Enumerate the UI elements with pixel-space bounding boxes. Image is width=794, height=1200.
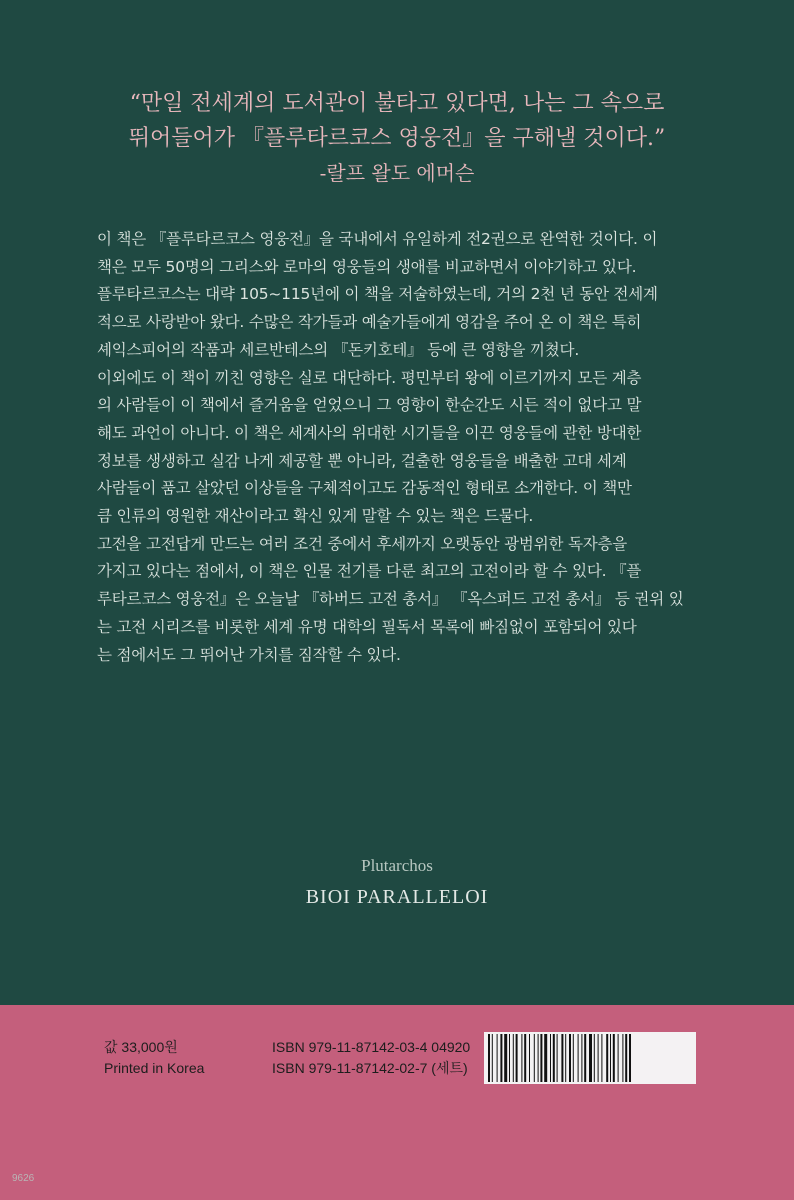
barcode-bar xyxy=(500,1034,502,1082)
barcode-bar xyxy=(534,1034,535,1082)
barcode-bar xyxy=(573,1034,574,1082)
barcode-bar xyxy=(594,1034,595,1082)
quote-author: -랄프 왈도 에머슨 xyxy=(319,161,475,185)
description-paragraph-3: 고전을 고전답게 만드는 여러 조건 중에서 후세까지 오랫동안 광범위한 독자층을 가지고 있다는 점에서, 이 책은 인물 전기를 다룬 최고의 고전이라 할 수 있다. 『플 루타르코스 영웅전』은 오늘날 『하버드 고전 총서』 『옥스퍼드 고전 총서』 등 권위 있 는 고전 시리즈를 비롯한 세계 유명 대학의 필독서 목록에 빠짐없이 포함되어 있다 는 점에서도 그 뛰어난 가치를 짐작할 수 있다. xyxy=(97,534,684,664)
quote-line-1: “만일 전세계의 도서관이 불타고 있다면, 나는 그 속으로 xyxy=(129,91,665,116)
price-label: 값 33,000원 xyxy=(104,1039,178,1055)
barcode-bar xyxy=(598,1034,599,1082)
description-paragraph-1: 이 책은 『플루타르코스 영웅전』을 국내에서 유일하게 전2권으로 완역한 것이다. 이 책은 모두 50명의 그리스와 로마의 영웅들의 생애를 비교하면서 이야기하고 있다. 플루타르코스는 대략 105~115년에 이 책을 저술하였는데, 거의 2천 년 동안 전세계 적으로 사랑받아 왔다. 수많은 작가들과 예술가들에게 영감을 주어 온 이 책은 특히 셰익스피어의 작품과 세르반테스의 『돈키호테』 등에 큰 영향을 끼쳤다. xyxy=(97,230,658,359)
barcode-bar xyxy=(565,1034,566,1082)
barcode-bars xyxy=(484,1032,696,1084)
latin-book-title: BIOI PARALLELOI xyxy=(305,886,489,908)
barcode-bar xyxy=(504,1034,507,1082)
epigraph-quote xyxy=(0,86,794,191)
latin-author-name: Plutarchos xyxy=(361,856,433,875)
barcode-bar xyxy=(529,1034,530,1082)
corner-mark: 9626 xyxy=(12,1173,35,1184)
barcode-bar xyxy=(509,1034,510,1082)
barcode-bar xyxy=(550,1034,551,1082)
barcode xyxy=(484,1032,696,1084)
isbn-block xyxy=(272,1037,470,1079)
barcode-bar xyxy=(540,1034,542,1082)
barcode-bar xyxy=(521,1034,522,1082)
barcode-bar xyxy=(569,1034,571,1082)
barcode-bar xyxy=(622,1034,623,1082)
barcode-bar xyxy=(492,1034,493,1082)
barcode-bar xyxy=(618,1034,619,1082)
barcode-bar xyxy=(524,1034,526,1082)
barcode-bar xyxy=(581,1034,582,1082)
isbn-set: ISBN 979-11-87142-02-7 (세트) xyxy=(272,1060,468,1076)
barcode-bar xyxy=(601,1034,602,1082)
barcode-bar xyxy=(610,1034,611,1082)
description-paragraph-2: 이외에도 이 책이 끼친 영향은 실로 대단하다. 평민부터 왕에 이르기까지 모든 계층 의 사람들이 이 책에서 즐거움을 얻었으니 그 영향이 한순간도 시든 적이 없다고 말 해도 과언이 아니다. 이 책은 세계사의 위대한 시기들을 이끈 영웅들에 관한 방대한 정보를 생생하고 실감 나게 제공할 뿐 아니라, 걸출한 영웅들을 배출한 고대 세계 사람들이 품고 살았던 이상들을 구체적이고도 감동적인 형태로 소개한다. 이 책만 큼 인류의 영원한 재산이라고 확신 있게 말할 수 있는 책은 드물다. xyxy=(97,368,642,526)
barcode-bar xyxy=(578,1034,579,1082)
barcode-bar xyxy=(497,1034,498,1082)
book-description xyxy=(97,226,697,669)
barcode-bar xyxy=(513,1034,514,1082)
barcode-bar xyxy=(561,1034,563,1082)
printed-in-label: Printed in Korea xyxy=(104,1060,205,1076)
barcode-bar xyxy=(516,1034,518,1082)
barcode-bar xyxy=(613,1034,615,1082)
price-block xyxy=(104,1037,204,1079)
barcode-bar xyxy=(557,1034,558,1082)
barcode-bar xyxy=(584,1034,586,1082)
barcode-bar xyxy=(606,1034,608,1082)
barcode-bar xyxy=(625,1034,627,1082)
barcode-bar xyxy=(589,1034,592,1082)
isbn-volume: ISBN 979-11-87142-03-4 04920 xyxy=(272,1039,471,1055)
barcode-bar xyxy=(538,1034,539,1082)
barcode-bar xyxy=(629,1034,631,1082)
barcode-bar xyxy=(553,1034,555,1082)
quote-line-2: 뛰어들어가 『플루타르코스 영웅전』을 구해낼 것이다.” xyxy=(128,126,666,151)
barcode-bar xyxy=(488,1034,490,1082)
barcode-bar xyxy=(544,1034,547,1082)
